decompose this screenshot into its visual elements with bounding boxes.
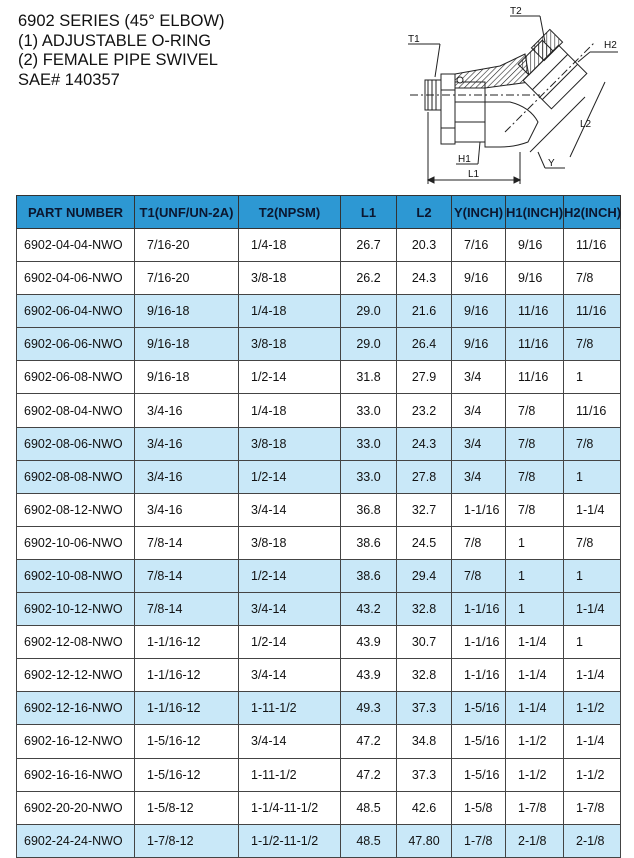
- t1-cell: 1-7/8-12: [135, 824, 239, 857]
- table-row: [17, 559, 621, 592]
- label-l1: L1: [468, 169, 480, 180]
- l1-cell: 38.6: [341, 526, 397, 559]
- y-cell: 7/8: [452, 526, 506, 559]
- l2-cell: 47.80: [397, 824, 452, 857]
- l1-cell: 26.7: [341, 229, 397, 262]
- table-row: [17, 824, 621, 857]
- part-number-cell: 6902-08-06-NWO: [17, 427, 135, 460]
- l2-cell: 23.2: [397, 394, 452, 427]
- t1-cell: 7/8-14: [135, 559, 239, 592]
- col-header-h2: H2(INCH): [564, 196, 621, 229]
- h1-cell: 1-1/2: [506, 725, 564, 758]
- l1-cell: 49.3: [341, 692, 397, 725]
- t2-cell: 3/8-18: [239, 526, 341, 559]
- l1-cell: 43.9: [341, 659, 397, 692]
- t2-cell: 3/4-14: [239, 659, 341, 692]
- part-number-cell: 6902-10-08-NWO: [17, 559, 135, 592]
- label-t2: T2: [510, 6, 522, 17]
- y-cell: 1-1/16: [452, 659, 506, 692]
- table-row: [17, 626, 621, 659]
- y-cell: 1-5/16: [452, 725, 506, 758]
- part-number-cell: 6902-10-12-NWO: [17, 593, 135, 626]
- t1-cell: 7/8-14: [135, 593, 239, 626]
- l2-cell: 32.8: [397, 593, 452, 626]
- h1-cell: 7/8: [506, 394, 564, 427]
- table-row: [17, 427, 621, 460]
- y-cell: 7/16: [452, 229, 506, 262]
- h2-cell: 7/8: [564, 328, 621, 361]
- h2-cell: 1-1/4: [564, 659, 621, 692]
- h1-cell: 7/8: [506, 427, 564, 460]
- t1-cell: 3/4-16: [135, 460, 239, 493]
- l1-cell: 33.0: [341, 427, 397, 460]
- h2-cell: 1: [564, 626, 621, 659]
- subtitle-swivel: (2) FEMALE PIPE SWIVEL: [18, 51, 218, 69]
- l1-cell: 43.9: [341, 626, 397, 659]
- table-row: [17, 593, 621, 626]
- h2-cell: 11/16: [564, 295, 621, 328]
- l1-cell: 48.5: [341, 791, 397, 824]
- label-y: Y: [548, 158, 555, 169]
- t1-cell: 1-5/16-12: [135, 725, 239, 758]
- h1-cell: 1: [506, 593, 564, 626]
- h2-cell: 1: [564, 361, 621, 394]
- t1-cell: 3/4-16: [135, 493, 239, 526]
- l1-cell: 43.2: [341, 593, 397, 626]
- h2-cell: 7/8: [564, 427, 621, 460]
- table-row: [17, 758, 621, 791]
- table-header-row: [17, 196, 621, 229]
- h2-cell: 1-1/4: [564, 593, 621, 626]
- label-l2: L2: [580, 119, 592, 130]
- label-h1: H1: [458, 154, 471, 165]
- y-cell: 7/8: [452, 559, 506, 592]
- l2-cell: 30.7: [397, 626, 452, 659]
- t2-cell: 1-11-1/2: [239, 692, 341, 725]
- h2-cell: 1-1/4: [564, 725, 621, 758]
- h1-cell: 1-7/8: [506, 791, 564, 824]
- l2-cell: 26.4: [397, 328, 452, 361]
- col-header-part-number: PART NUMBER: [17, 196, 135, 229]
- y-cell: 9/16: [452, 262, 506, 295]
- part-number-cell: 6902-04-04-NWO: [17, 229, 135, 262]
- col-header-h1: H1(INCH): [506, 196, 564, 229]
- h1-cell: 11/16: [506, 328, 564, 361]
- t1-cell: 1-5/8-12: [135, 791, 239, 824]
- t1-cell: 9/16-18: [135, 361, 239, 394]
- l2-cell: 37.3: [397, 758, 452, 791]
- t1-cell: 1-1/16-12: [135, 659, 239, 692]
- t1-cell: 1-5/16-12: [135, 758, 239, 791]
- t2-cell: 1-11-1/2: [239, 758, 341, 791]
- h1-cell: 1-1/2: [506, 758, 564, 791]
- y-cell: 1-5/16: [452, 758, 506, 791]
- h2-cell: 1-1/2: [564, 692, 621, 725]
- part-number-cell: 6902-24-24-NWO: [17, 824, 135, 857]
- h1-cell: 7/8: [506, 493, 564, 526]
- l2-cell: 32.8: [397, 659, 452, 692]
- table-row: [17, 361, 621, 394]
- h2-cell: 7/8: [564, 526, 621, 559]
- table-row: [17, 229, 621, 262]
- l1-cell: 26.2: [341, 262, 397, 295]
- table-row: [17, 262, 621, 295]
- label-t1: T1: [408, 34, 420, 45]
- l2-cell: 24.5: [397, 526, 452, 559]
- y-cell: 3/4: [452, 361, 506, 394]
- h1-cell: 1-1/4: [506, 692, 564, 725]
- table-row: [17, 394, 621, 427]
- h1-cell: 1: [506, 526, 564, 559]
- t1-cell: 7/16-20: [135, 229, 239, 262]
- part-number-cell: 6902-06-04-NWO: [17, 295, 135, 328]
- t2-cell: 1-1/2-11-1/2: [239, 824, 341, 857]
- l1-cell: 48.5: [341, 824, 397, 857]
- l2-cell: 29.4: [397, 559, 452, 592]
- y-cell: 1-1/16: [452, 626, 506, 659]
- y-cell: 9/16: [452, 328, 506, 361]
- table-row: [17, 659, 621, 692]
- h2-cell: 1-1/4: [564, 493, 621, 526]
- t2-cell: 3/4-14: [239, 725, 341, 758]
- series-title: 6902 SERIES (45° ELBOW): [18, 12, 225, 30]
- table-row: [17, 791, 621, 824]
- y-cell: 3/4: [452, 460, 506, 493]
- t2-cell: 3/4-14: [239, 593, 341, 626]
- table-row: [17, 295, 621, 328]
- col-header-l2: L2: [397, 196, 452, 229]
- l2-cell: 34.8: [397, 725, 452, 758]
- y-cell: 1-7/8: [452, 824, 506, 857]
- l2-cell: 32.7: [397, 493, 452, 526]
- t2-cell: 3/8-18: [239, 328, 341, 361]
- t2-cell: 1/4-18: [239, 295, 341, 328]
- t1-cell: 9/16-18: [135, 295, 239, 328]
- t2-cell: 1/4-18: [239, 394, 341, 427]
- part-number-cell: 6902-20-20-NWO: [17, 791, 135, 824]
- y-cell: 1-1/16: [452, 493, 506, 526]
- l2-cell: 21.6: [397, 295, 452, 328]
- t1-cell: 1-1/16-12: [135, 626, 239, 659]
- part-number-cell: 6902-08-08-NWO: [17, 460, 135, 493]
- h1-cell: 7/8: [506, 460, 564, 493]
- table-row: [17, 526, 621, 559]
- h2-cell: 1: [564, 559, 621, 592]
- table-row: [17, 328, 621, 361]
- h1-cell: 1-1/4: [506, 626, 564, 659]
- y-cell: 1-5/8: [452, 791, 506, 824]
- sae-number: SAE# 140357: [18, 70, 120, 89]
- t2-cell: 1/2-14: [239, 460, 341, 493]
- table-row: [17, 692, 621, 725]
- t1-cell: 9/16-18: [135, 328, 239, 361]
- t2-cell: 3/8-18: [239, 262, 341, 295]
- h2-cell: 11/16: [564, 394, 621, 427]
- h2-cell: 2-1/8: [564, 824, 621, 857]
- t1-cell: 3/4-16: [135, 427, 239, 460]
- part-number-cell: 6902-12-08-NWO: [17, 626, 135, 659]
- part-number-cell: 6902-12-16-NWO: [17, 692, 135, 725]
- h1-cell: 2-1/8: [506, 824, 564, 857]
- l2-cell: 24.3: [397, 262, 452, 295]
- parts-table-container: [16, 195, 620, 858]
- table-row: [17, 725, 621, 758]
- t1-cell: 1-1/16-12: [135, 692, 239, 725]
- l2-cell: 37.3: [397, 692, 452, 725]
- part-number-cell: 6902-10-06-NWO: [17, 526, 135, 559]
- l1-cell: 29.0: [341, 295, 397, 328]
- table-row: [17, 493, 621, 526]
- y-cell: 1-1/16: [452, 593, 506, 626]
- h1-cell: 11/16: [506, 361, 564, 394]
- subtitle-oring: (1) ADJUSTABLE O-RING: [18, 31, 212, 50]
- l2-cell: 20.3: [397, 229, 452, 262]
- t1-cell: 7/16-20: [135, 262, 239, 295]
- y-cell: 9/16: [452, 295, 506, 328]
- part-number-cell: 6902-06-06-NWO: [17, 328, 135, 361]
- part-number-cell: 6902-04-06-NWO: [17, 262, 135, 295]
- part-number-cell: 6902-12-12-NWO: [17, 659, 135, 692]
- t2-cell: 1/4-18: [239, 229, 341, 262]
- h2-cell: 1-1/2: [564, 758, 621, 791]
- h1-cell: 1-1/4: [506, 659, 564, 692]
- table-body: [17, 229, 621, 858]
- col-header-y: Y(INCH): [452, 196, 506, 229]
- t1-cell: 7/8-14: [135, 526, 239, 559]
- h2-cell: 11/16: [564, 229, 621, 262]
- l2-cell: 27.8: [397, 460, 452, 493]
- h1-cell: 9/16: [506, 262, 564, 295]
- table-row: [17, 460, 621, 493]
- y-cell: 3/4: [452, 394, 506, 427]
- h1-cell: 11/16: [506, 295, 564, 328]
- h2-cell: 1: [564, 460, 621, 493]
- t2-cell: 1/2-14: [239, 361, 341, 394]
- col-header-l1: L1: [341, 196, 397, 229]
- col-header-t2: T2(NPSM): [239, 196, 341, 229]
- part-number-cell: 6902-16-16-NWO: [17, 758, 135, 791]
- l1-cell: 29.0: [341, 328, 397, 361]
- h2-cell: 1-7/8: [564, 791, 621, 824]
- h2-cell: 7/8: [564, 262, 621, 295]
- y-cell: 3/4: [452, 427, 506, 460]
- l2-cell: 27.9: [397, 361, 452, 394]
- l1-cell: 36.8: [341, 493, 397, 526]
- t2-cell: 1/2-14: [239, 559, 341, 592]
- l1-cell: 33.0: [341, 394, 397, 427]
- t1-cell: 3/4-16: [135, 394, 239, 427]
- t2-cell: 1/2-14: [239, 626, 341, 659]
- l2-cell: 42.6: [397, 791, 452, 824]
- l1-cell: 38.6: [341, 559, 397, 592]
- t2-cell: 3/4-14: [239, 493, 341, 526]
- part-number-cell: 6902-16-12-NWO: [17, 725, 135, 758]
- l1-cell: 47.2: [341, 725, 397, 758]
- h1-cell: 9/16: [506, 229, 564, 262]
- part-number-cell: 6902-08-12-NWO: [17, 493, 135, 526]
- t2-cell: 3/8-18: [239, 427, 341, 460]
- col-header-t1: T1(UNF/UN-2A): [135, 196, 239, 229]
- y-cell: 1-5/16: [452, 692, 506, 725]
- t2-cell: 1-1/4-11-1/2: [239, 791, 341, 824]
- h1-cell: 1: [506, 559, 564, 592]
- l1-cell: 33.0: [341, 460, 397, 493]
- spec-header: [18, 12, 225, 90]
- l1-cell: 47.2: [341, 758, 397, 791]
- elbow-fitting-drawing: [380, 2, 630, 188]
- part-number-cell: 6902-06-08-NWO: [17, 361, 135, 394]
- part-number-cell: 6902-08-04-NWO: [17, 394, 135, 427]
- l2-cell: 24.3: [397, 427, 452, 460]
- parts-table: [16, 195, 621, 858]
- l1-cell: 31.8: [341, 361, 397, 394]
- label-h2: H2: [604, 40, 617, 51]
